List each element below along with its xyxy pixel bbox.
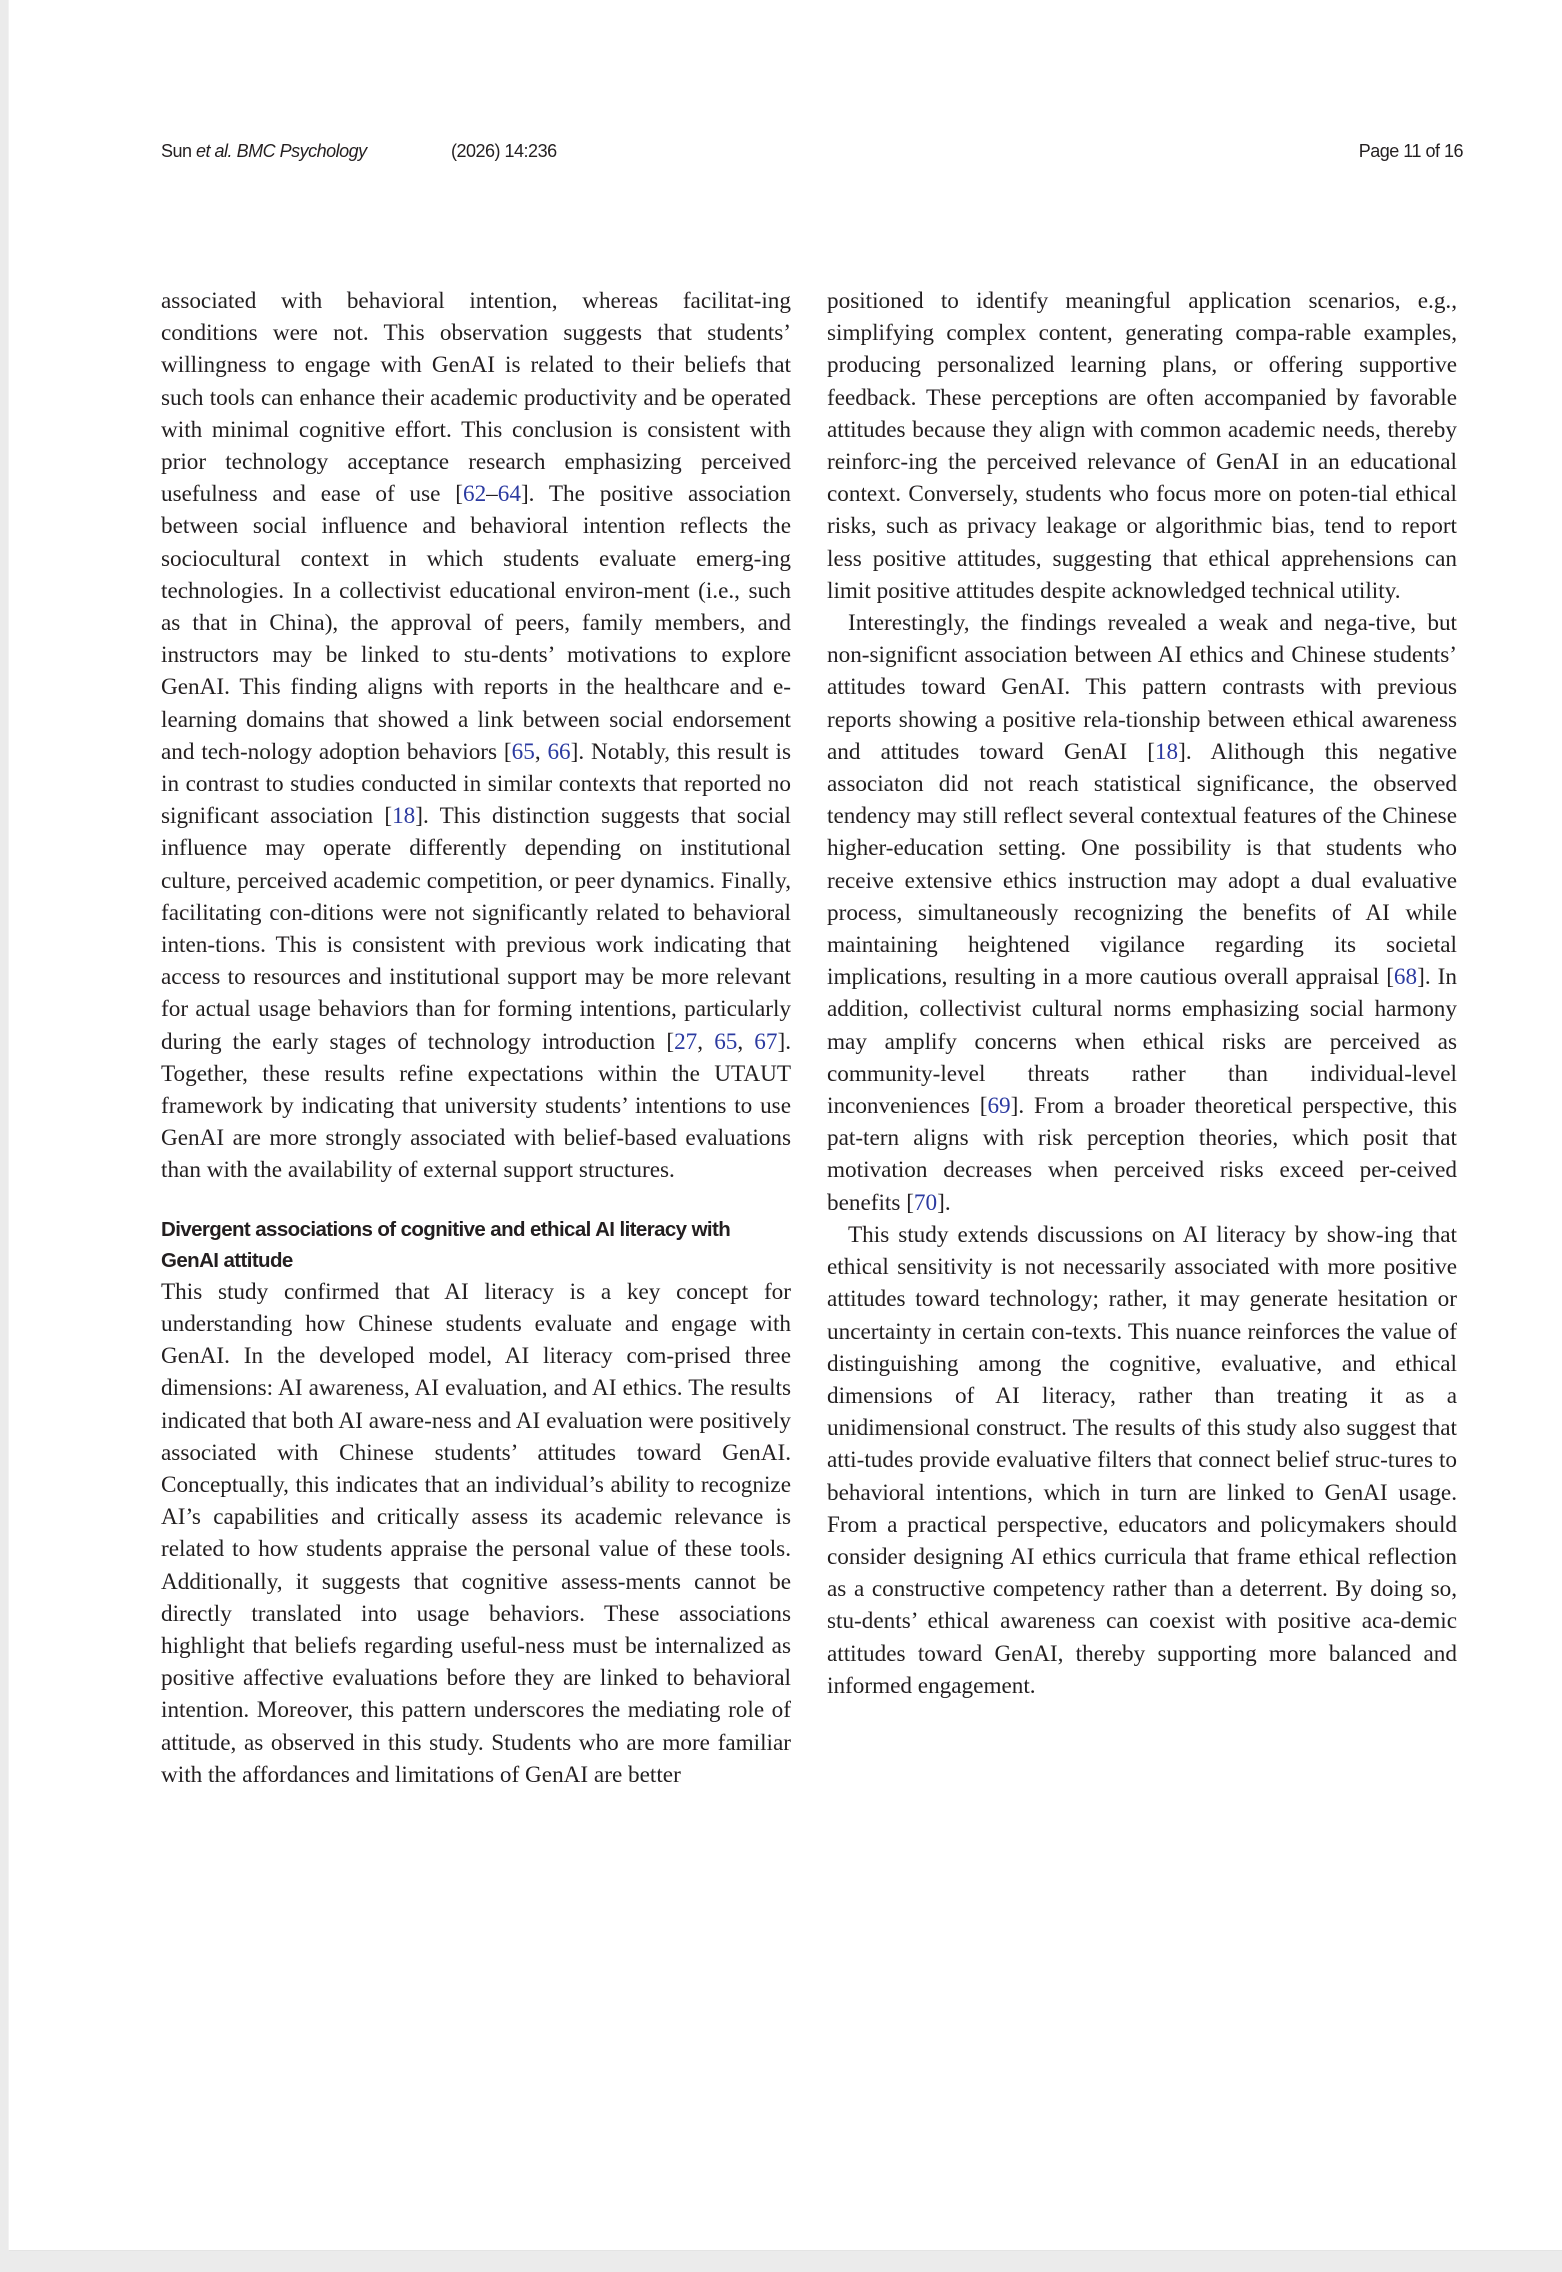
citation-link[interactable]: 18 [1154,738,1179,765]
right-column [827,285,1457,1702]
text-run: ]. [937,1189,951,1216]
citation-link[interactable]: 69 [987,1093,1011,1120]
paragraph [827,607,1457,1219]
text-run: ]. Alithough this negative associaton did not reach statistical significance, the observed tendency may still reflect several contextual features of the Chinese higher-education setting. One possibility is that students who receive extensive ethics instruction may adopt a dual evaluative process, simultaneously recognizing the benefits of AI while maintaining heightened vigilance regarding its societal implications, resulting in a more cautious overall appraisal [ [827,738,1457,991]
citation-link[interactable]: 64 [497,481,521,508]
left-column [161,285,791,1791]
text-run: , [697,1028,715,1055]
citation-link[interactable]: 65 [511,738,535,765]
paragraph: positioned to identify meaningful application scenarios, e.g., simplifying complex content, generating compa-rable examples, producing personalized learning plans, or offering supportive feedback. These perceptions are often accompanied by favorable attitudes because they align with common academic needs, thereby reinforc-ing the perceived relevance of GenAI in an educational context. Conversely, students who focus more on poten-tial ethical risks, such as privacy leakage or algorithmic bias, tend to report less positive attitudes, suggesting that ethical apprehensions can limit positive attitudes despite acknowledged technical utility. [827,288,1457,604]
citation-link[interactable]: 18 [392,803,416,830]
text-run: ]. Notably, this result is in contrast to studies conducted in similar contexts that reported no significant association [ [161,738,792,830]
paragraph: This study extends discussions on AI literacy by show-ing that ethical sensitivity is not necessarily associated with more positive attitudes toward technology; rather, it may generate hesitation or uncertainty in certain con-texts. This nuance reinforces the value of distinguishing among the cognitive, evaluative, and ethical dimensions of AI literacy, rather than treating it as a unidimensional construct. The results of this study also suggest that atti-tudes provide evaluative filters that connect belief struc-tures to behavioral intentions, which in turn are linked to GenAI usage. From a practical perspective, educators and policymakers should consider designing AI ethics curricula that frame ethical reflection as a constructive competency rather than a deterrent. By doing so, stu-dents’ ethical awareness can coexist with positive aca-demic attitudes toward GenAI, thereby supporting more balanced and informed engagement. [827,1221,1457,1699]
page-number: Page 11 of 16 [1358,141,1463,161]
volume-info: (2026) 14:236 [451,141,557,161]
text-run: – [486,481,498,508]
citation-link[interactable]: 65 [714,1028,738,1055]
text-run: Interestingly, the findings revealed a weak and nega-tive, but non-significnt association between AI ethics and Chinese students’ attitudes toward GenAI. This pattern contrasts with previous reports showing a positive rela-tionship between ethical awareness and attitudes toward GenAI [ [827,610,1457,765]
et-al: et al. [196,141,233,161]
text-run: , [534,738,548,765]
journal-name: BMC Psychology [232,141,367,161]
citation-link[interactable]: 66 [547,738,571,765]
text-run: associated with behavioral intention, whereas facilitat-ing conditions were not. This observation suggests that students’ willingness to engage with GenAI is related to their beliefs that such tools can enhance their academic productivity and be operated with minimal cognitive effort. This conclusion is consistent with prior technology acceptance research emphasizing perceived usefulness and ease of use [ [161,288,791,508]
pdf-page [8,0,1562,2251]
author-name: Sun [161,141,197,161]
text-run: ]. The positive association between social influence and behavioral intention reflects the sociocultural context in which students evaluate emerg-ing technologies. In a collectivist educational environ-ment (i.e., such as that in China), the approval of peers, family members, and instructors may be linked to stu-dents’ motivations to explore GenAI. This finding aligns with reports in the healthcare and e-learning domains that showed a link between social endorsement and tech-nology adoption behaviors [ [161,481,791,765]
citation-link[interactable]: 68 [1393,964,1418,991]
journal-citation [161,141,367,162]
citation-link[interactable]: 62 [462,481,487,508]
section-heading: Divergent associations of cognitive and ethical AI literacy with GenAI attitude [161,1217,731,1272]
text-run: ]. Together, these results refine expectations within the UTAUT framework by indicating that university students’ intentions to use GenAI are more strongly associated with belief-based evaluations than with the availability of external support structures. [161,1028,792,1184]
text-run: ]. From a broader theoretical perspective, this pat-tern aligns with risk perception theories, which posit that motivation decreases when perceived risks exceed per-ceived benefits [ [827,1093,1457,1216]
text-run: , [737,1028,755,1055]
paragraph: This study confirmed that AI literacy is a key concept for understanding how Chinese students evaluate and engage with GenAI. In the developed model, AI literacy com-prised three dimensions: AI awareness, AI evaluation, and AI ethics. The results indicated that both AI aware-ness and AI evaluation were positively associated with Chinese students’ attitudes toward GenAI. Conceptually, this indicates that an individual’s ability to recognize AI’s capabilities and critically assess its academic relevance is related to how students appraise the personal value of these tools. Additionally, it suggests that cognitive assess-ments cannot be directly translated into usage behaviors. These associations highlight that beliefs regarding useful-ness must be internalized as positive affective evaluations before they are linked to behavioral intention. Moreover, this pattern underscores the mediating role of attitude, as observed in this study. Students who are more familiar with the affordances and limitations of GenAI are better [161,1278,791,1788]
paragraph [161,285,791,1187]
running-header [161,141,1463,165]
citation-link[interactable]: 27 [674,1028,698,1055]
citation-link[interactable]: 70 [913,1189,938,1216]
text-run: ]. In addition, collectivist cultural norms emphasizing social harmony may amplify concerns when ethical risks are perceived as community-level threats rather than individual-level inconveniences [ [827,964,1457,1120]
citation-link[interactable]: 67 [754,1028,778,1055]
text-run: ]. This distinction suggests that social influence may operate differently depending on institutional culture, perceived academic competition, or peer dynamics. Finally, facilitating con-ditions were not significantly related to behavioral inten-tions. This is consistent with previous work indicating that access to resources and institutional support may be more relevant for actual usage behaviors than for forming intentions, particularly during the early stages of technology introduction [ [161,803,791,1055]
